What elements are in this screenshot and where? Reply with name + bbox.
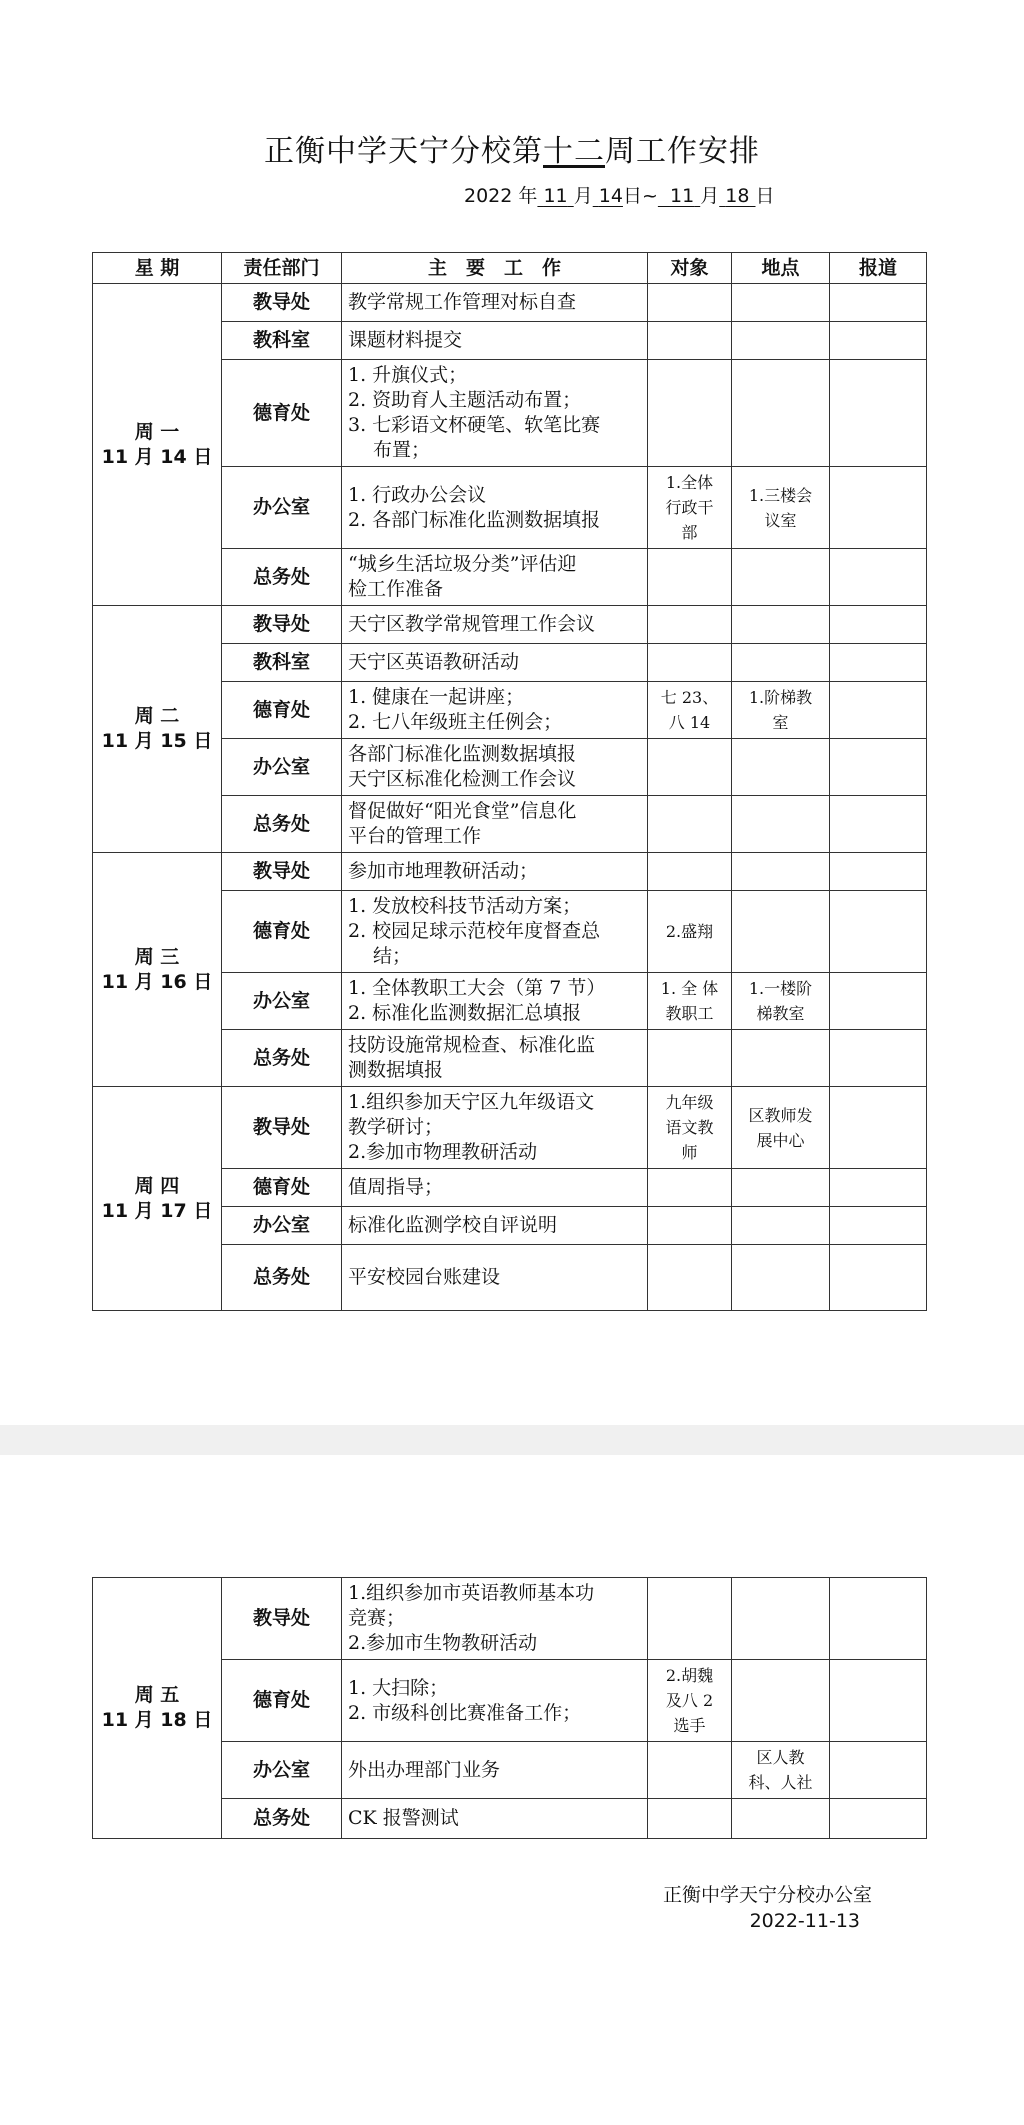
weekday-cell xyxy=(93,284,222,606)
target-line: 八 14 xyxy=(668,713,711,732)
dept-cell: 总务处 xyxy=(222,1030,342,1087)
target-cell xyxy=(648,1087,732,1169)
work-line: 3. 七彩语文杯硬笔、软笔比赛 xyxy=(348,414,601,436)
work-line: 1. 大扫除； xyxy=(348,1676,449,1699)
location-cell xyxy=(732,739,830,796)
dept-cell: 办公室 xyxy=(222,739,342,796)
report-cell xyxy=(830,682,927,739)
dept-cell: 德育处 xyxy=(222,1660,342,1742)
work-line: 各部门标准化监测数据填报 xyxy=(348,743,577,765)
target-line: 1. 全 体 xyxy=(660,979,719,998)
work-line: 技防设施常规检查、标准化监 xyxy=(348,1034,596,1056)
schedule-table-continued xyxy=(92,1577,927,1839)
work-line: 测数据填报 xyxy=(348,1059,444,1081)
work-cell xyxy=(342,284,648,322)
target-cell xyxy=(648,467,732,549)
location-cell xyxy=(732,682,830,739)
work-line: 1.组织参加天宁区九年级语文 xyxy=(348,1091,595,1113)
work-cell xyxy=(342,1169,648,1207)
document-page-2 xyxy=(0,1455,1024,2125)
target-line: 行政干 xyxy=(665,498,714,517)
weekday-cell xyxy=(93,606,222,853)
work-line: 2. 校园足球示范校年度督查总 xyxy=(348,920,601,942)
location-line: 1.三楼会 xyxy=(748,485,813,505)
header-target: 对象 xyxy=(648,253,732,284)
report-cell xyxy=(830,891,927,973)
target-cell xyxy=(648,1799,732,1839)
location-cell xyxy=(732,644,830,682)
work-line: 2. 七八年级班主任例会； xyxy=(348,711,563,733)
target-cell xyxy=(648,1207,732,1245)
weekday-name: 周 三 xyxy=(134,945,180,968)
target-cell xyxy=(648,644,732,682)
work-line: 2. 标准化监测数据汇总填报 xyxy=(348,1002,582,1024)
target-line: 2.盛翔 xyxy=(665,922,714,941)
dept-cell: 教导处 xyxy=(222,1578,342,1660)
location-cell xyxy=(732,1030,830,1087)
work-line: 1. 行政办公会议 xyxy=(348,483,487,506)
work-line: 标准化监测学校自评说明 xyxy=(348,1214,558,1236)
work-line: 天宁区英语教研活动 xyxy=(348,651,520,673)
work-line: 1.组织参加市英语教师基本功 xyxy=(348,1582,595,1604)
signoff-office: 正衡中学天宁分校办公室 xyxy=(662,1884,872,1906)
table-row xyxy=(93,606,927,644)
location-line: 展中心 xyxy=(756,1130,805,1150)
weekday-date: 11 月 16 日 xyxy=(101,970,213,993)
work-cell xyxy=(342,1660,648,1742)
location-line: 梯教室 xyxy=(756,1004,805,1023)
page-title: 正衡中学天宁分校第十二周工作安排 xyxy=(264,134,760,169)
target-line: 选手 xyxy=(673,1716,706,1735)
table-row xyxy=(93,1087,927,1169)
target-line: 部 xyxy=(681,523,698,542)
location-line: 1.一楼阶 xyxy=(748,979,813,998)
report-cell xyxy=(830,322,927,360)
work-line: 督促做好“阳光食堂”信息化 xyxy=(348,800,577,822)
header-work: 主 要 工 作 xyxy=(342,253,648,284)
target-line: 及八 2 xyxy=(665,1691,714,1710)
dept-cell: 教导处 xyxy=(222,284,342,322)
work-cell xyxy=(342,796,648,853)
target-cell xyxy=(648,1660,732,1742)
header-location: 地点 xyxy=(732,253,830,284)
work-line: “城乡生活垃圾分类”评估迎 xyxy=(348,553,577,575)
table-row xyxy=(93,284,927,322)
work-line: 1. 健康在一起讲座； xyxy=(348,686,525,708)
dept-cell: 德育处 xyxy=(222,891,342,973)
weekday-name: 周 四 xyxy=(134,1174,180,1197)
dept-cell: 教导处 xyxy=(222,1087,342,1169)
location-cell xyxy=(732,606,830,644)
signoff-date: 2022-11-13 xyxy=(749,1910,860,1932)
report-cell xyxy=(830,1169,927,1207)
table-header-row xyxy=(93,253,927,284)
report-cell xyxy=(830,606,927,644)
dept-cell: 办公室 xyxy=(222,1742,342,1799)
work-line: 平安校园台账建设 xyxy=(348,1266,501,1288)
dept-cell: 总务处 xyxy=(222,1799,342,1839)
work-cell xyxy=(342,1030,648,1087)
work-line: 2. 各部门标准化监测数据填报 xyxy=(348,508,601,531)
target-cell xyxy=(648,549,732,606)
location-cell xyxy=(732,973,830,1030)
dept-cell: 教科室 xyxy=(222,644,342,682)
dept-cell: 德育处 xyxy=(222,1169,342,1207)
location-cell xyxy=(732,360,830,467)
work-line: 2.参加市物理教研活动 xyxy=(348,1141,538,1163)
work-cell xyxy=(342,1799,648,1839)
report-cell xyxy=(830,1087,927,1169)
work-cell xyxy=(342,322,648,360)
target-cell xyxy=(648,1030,732,1087)
work-line: 参加市地理教研活动； xyxy=(348,860,539,882)
location-cell xyxy=(732,284,830,322)
work-cell xyxy=(342,739,648,796)
location-cell xyxy=(732,1799,830,1839)
dept-cell: 德育处 xyxy=(222,360,342,467)
target-line: 师 xyxy=(681,1143,698,1162)
report-cell xyxy=(830,360,927,467)
location-cell xyxy=(732,1087,830,1169)
dept-cell: 教导处 xyxy=(222,606,342,644)
work-cell xyxy=(342,853,648,891)
location-cell xyxy=(732,796,830,853)
target-cell xyxy=(648,284,732,322)
header-weekday: 星 期 xyxy=(93,253,222,284)
work-line: 2. 资助育人主题活动布置； xyxy=(348,389,582,411)
weekday-cell xyxy=(93,1578,222,1839)
location-cell xyxy=(732,1742,830,1799)
work-cell xyxy=(342,973,648,1030)
location-cell xyxy=(732,891,830,973)
report-cell xyxy=(830,973,927,1030)
location-cell xyxy=(732,1169,830,1207)
location-cell xyxy=(732,853,830,891)
location-line: 区教师发 xyxy=(748,1105,813,1125)
dept-cell: 教导处 xyxy=(222,853,342,891)
work-line: 布置； xyxy=(348,439,431,461)
location-line: 1.阶梯教 xyxy=(748,688,813,707)
target-cell xyxy=(648,973,732,1030)
work-line: 竞赛； xyxy=(348,1607,406,1629)
report-cell xyxy=(830,467,927,549)
target-cell xyxy=(648,682,732,739)
dept-cell: 总务处 xyxy=(222,796,342,853)
schedule-table xyxy=(92,252,927,1311)
work-line: 教学研讨； xyxy=(348,1116,444,1138)
location-cell xyxy=(732,549,830,606)
report-cell xyxy=(830,284,927,322)
weekday-date: 11 月 14 日 xyxy=(101,445,213,468)
date-range: 2022 年 11 月 14日~ 11 月 18 日 xyxy=(464,185,775,207)
location-cell xyxy=(732,1660,830,1742)
target-line: 九年级 xyxy=(665,1093,714,1112)
work-line: 天宁区教学常规管理工作会议 xyxy=(348,613,596,635)
work-cell xyxy=(342,891,648,973)
report-cell xyxy=(830,1742,927,1799)
work-cell xyxy=(342,1245,648,1311)
report-cell xyxy=(830,549,927,606)
dept-cell: 总务处 xyxy=(222,549,342,606)
work-cell xyxy=(342,1207,648,1245)
location-cell xyxy=(732,467,830,549)
table-row xyxy=(93,1578,927,1660)
work-cell xyxy=(342,1087,648,1169)
location-cell xyxy=(732,1245,830,1311)
work-line: 值周指导； xyxy=(348,1176,444,1198)
work-cell xyxy=(342,549,648,606)
report-cell xyxy=(830,1578,927,1660)
location-cell xyxy=(732,322,830,360)
work-cell xyxy=(342,467,648,549)
target-cell xyxy=(648,853,732,891)
report-cell xyxy=(830,1660,927,1742)
work-line: 2. 市级科创比赛准备工作； xyxy=(348,1701,582,1724)
work-cell xyxy=(342,1578,648,1660)
location-cell xyxy=(732,1207,830,1245)
work-line: 平台的管理工作 xyxy=(348,825,482,847)
target-cell xyxy=(648,739,732,796)
work-line: 检工作准备 xyxy=(348,578,444,600)
work-cell xyxy=(342,360,648,467)
target-line: 2.胡魏 xyxy=(665,1666,714,1685)
weekday-cell xyxy=(93,853,222,1087)
target-cell xyxy=(648,606,732,644)
target-line: 教职工 xyxy=(665,1004,714,1023)
header-report: 报道 xyxy=(830,253,927,284)
weekday-cell xyxy=(93,1087,222,1311)
location-line: 区人教 xyxy=(756,1748,805,1767)
report-cell xyxy=(830,1207,927,1245)
target-cell xyxy=(648,1578,732,1660)
work-line: 课题材料提交 xyxy=(348,329,463,351)
location-line: 室 xyxy=(772,713,789,732)
report-cell xyxy=(830,1799,927,1839)
target-cell xyxy=(648,1169,732,1207)
target-cell xyxy=(648,360,732,467)
table-row xyxy=(93,853,927,891)
report-cell xyxy=(830,1245,927,1311)
dept-cell: 办公室 xyxy=(222,973,342,1030)
target-line: 1.全体 xyxy=(665,473,714,492)
work-line: CK 报警测试 xyxy=(348,1807,459,1829)
target-cell xyxy=(648,796,732,853)
report-cell xyxy=(830,1030,927,1087)
work-cell xyxy=(342,644,648,682)
dept-cell: 德育处 xyxy=(222,682,342,739)
work-cell xyxy=(342,682,648,739)
dept-cell: 教科室 xyxy=(222,322,342,360)
target-cell xyxy=(648,1742,732,1799)
weekday-name: 周 五 xyxy=(134,1684,180,1706)
dept-cell: 办公室 xyxy=(222,467,342,549)
target-cell xyxy=(648,1245,732,1311)
work-cell xyxy=(342,1742,648,1799)
work-line: 1. 全体教职工大会（第 7 节） xyxy=(348,977,606,999)
header-dept: 责任部门 xyxy=(222,253,342,284)
report-cell xyxy=(830,796,927,853)
dept-cell: 总务处 xyxy=(222,1245,342,1311)
target-cell xyxy=(648,891,732,973)
location-line: 科、人社 xyxy=(748,1773,813,1792)
work-line: 教学常规工作管理对标自查 xyxy=(348,291,577,313)
target-cell xyxy=(648,322,732,360)
target-line: 七 23、 xyxy=(660,688,719,707)
work-line: 外出办理部门业务 xyxy=(348,1758,501,1781)
work-line: 1. 发放校科技节活动方案； xyxy=(348,895,582,917)
weekday-date: 11 月 15 日 xyxy=(101,730,213,752)
weekday-name: 周 一 xyxy=(134,420,180,443)
work-line: 天宁区标准化检测工作会议 xyxy=(348,768,577,790)
work-line: 2.参加市生物教研活动 xyxy=(348,1632,538,1654)
work-cell xyxy=(342,606,648,644)
weekday-date: 11 月 17 日 xyxy=(101,1199,213,1222)
target-line: 语文教 xyxy=(665,1118,714,1137)
weekday-name: 周 二 xyxy=(134,705,180,727)
dept-cell: 办公室 xyxy=(222,1207,342,1245)
weekday-date: 11 月 18 日 xyxy=(101,1709,213,1731)
report-cell xyxy=(830,644,927,682)
work-line: 1. 升旗仪式； xyxy=(348,364,468,386)
report-cell xyxy=(830,739,927,796)
location-cell xyxy=(732,1578,830,1660)
report-cell xyxy=(830,853,927,891)
work-line: 结； xyxy=(348,945,412,967)
location-line: 议室 xyxy=(764,510,797,530)
